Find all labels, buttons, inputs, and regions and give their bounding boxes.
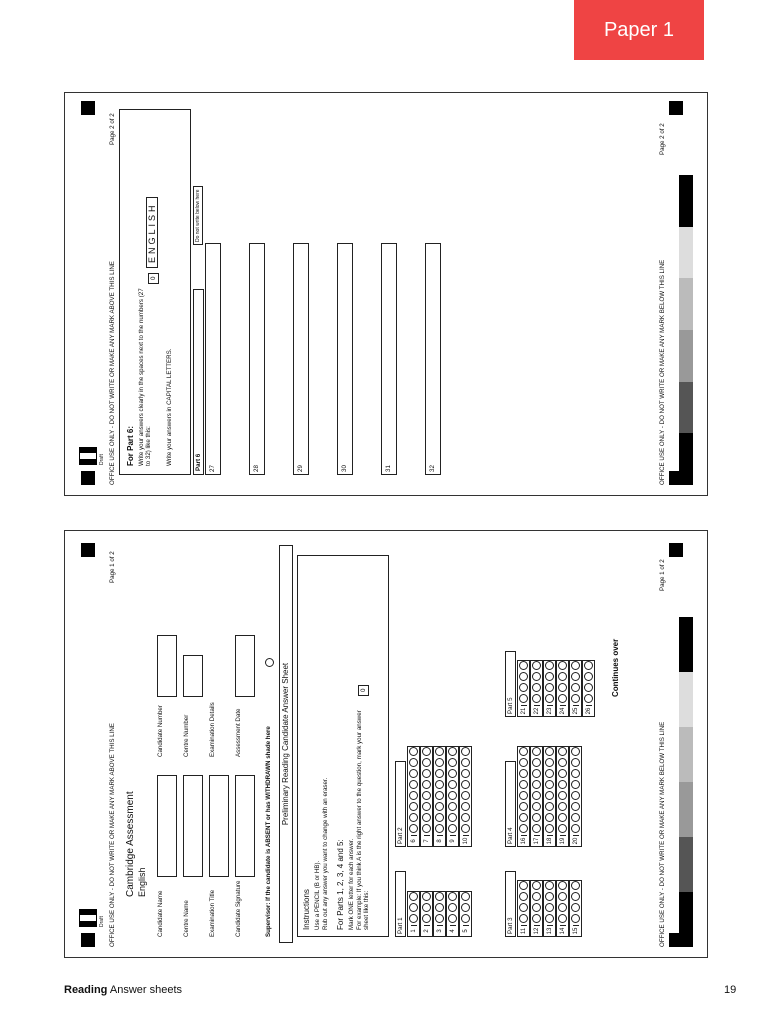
question-number: 20 <box>573 835 579 846</box>
answer-row[interactable] <box>381 243 397 475</box>
answer-row <box>543 746 556 847</box>
answer-bubble[interactable] <box>519 683 528 692</box>
answer-bubble[interactable] <box>422 802 431 811</box>
answer-bubble[interactable] <box>532 780 541 789</box>
answer-bubble[interactable] <box>545 683 554 692</box>
brand-name: Cambridge Assessment <box>125 791 136 897</box>
answer-bubble[interactable] <box>545 824 554 833</box>
answer-bubble[interactable] <box>422 780 431 789</box>
answer-bubble[interactable] <box>435 769 444 778</box>
candidate-name-field[interactable] <box>157 775 177 877</box>
answer-row <box>517 880 530 937</box>
question-number: 7 <box>424 835 430 846</box>
grayscale-strip <box>679 617 693 947</box>
instr-pencil: Use a PENCIL (B or HB). <box>314 860 321 930</box>
answer-row <box>420 746 433 847</box>
part6-title: Part 6 <box>193 289 204 475</box>
answer-bubble[interactable] <box>558 881 567 890</box>
sheet-title: Preliminary Reading Candidate Answer Sheet <box>281 662 290 826</box>
answer-bubble[interactable] <box>571 791 580 800</box>
parts-instr-a: Mark ONE letter for each answer. <box>348 838 355 930</box>
question-number: 14 <box>560 925 566 936</box>
answer-bubble[interactable] <box>409 780 418 789</box>
answer-row <box>433 746 446 847</box>
registration-mark <box>669 543 683 557</box>
answer-bubble[interactable] <box>461 813 470 822</box>
answer-bubble[interactable] <box>532 881 541 890</box>
registration-mark <box>669 101 683 115</box>
question-number: 1 <box>411 925 417 936</box>
answer-bubble[interactable] <box>448 747 457 756</box>
label-exam-details: Examination Details <box>209 702 216 757</box>
question-number: 21 <box>521 705 527 716</box>
answer-bubble[interactable] <box>558 914 567 923</box>
question-number: 2 <box>424 925 430 936</box>
answer-bubble[interactable] <box>461 758 470 767</box>
answer-row <box>517 746 530 847</box>
answer-bubble[interactable] <box>409 892 418 901</box>
registration-mark <box>81 933 95 947</box>
parts-title: For Parts 1, 2, 3, 4 and 5: <box>336 839 345 930</box>
answer-bubble[interactable] <box>448 813 457 822</box>
page-number-top: Page 1 of 2 <box>109 551 116 583</box>
answer-row <box>420 891 433 937</box>
answer-sheet-page-2 <box>64 92 708 496</box>
question-number: 17 <box>534 835 540 846</box>
answer-row[interactable] <box>249 243 265 475</box>
footer-page-number: 19 <box>724 984 737 996</box>
answer-bubble[interactable] <box>532 824 541 833</box>
instructions-box <box>297 555 389 937</box>
answer-bubble[interactable] <box>519 672 528 681</box>
assessment-date-field[interactable] <box>235 635 255 697</box>
answer-bubble[interactable] <box>532 672 541 681</box>
sheet1-rotated-content <box>65 531 707 957</box>
registration-mark <box>81 471 95 485</box>
answer-bubble[interactable] <box>461 769 470 778</box>
answer-row <box>459 746 472 847</box>
answer-bubble[interactable] <box>558 747 567 756</box>
answer-bubble[interactable] <box>435 824 444 833</box>
question-number: 15 <box>573 925 579 936</box>
answer-bubble[interactable] <box>532 683 541 692</box>
part6-instructions-box <box>119 109 191 475</box>
question-number: 19 <box>560 835 566 846</box>
answer-row <box>543 660 556 717</box>
answer-bubble[interactable] <box>448 758 457 767</box>
answer-bubble[interactable] <box>545 672 554 681</box>
answer-bubble[interactable] <box>448 903 457 912</box>
answer-bubble[interactable] <box>519 661 528 670</box>
for-part-heading: For Part 6: <box>126 425 135 466</box>
sheet-title-bar <box>279 545 293 943</box>
do-not-write-label: Do not write below here <box>193 186 203 245</box>
answer-bubble[interactable] <box>422 914 431 923</box>
exam-title-field[interactable] <box>209 775 229 877</box>
footer <box>64 984 182 996</box>
label-candidate-name: Candidate Name <box>157 890 164 937</box>
centre-number-field[interactable] <box>183 655 203 697</box>
answer-bubble[interactable] <box>558 758 567 767</box>
row-number: 29 <box>297 465 304 472</box>
answer-bubble[interactable] <box>448 780 457 789</box>
answer-bubble[interactable] <box>571 824 580 833</box>
brand-sub: English <box>137 867 147 897</box>
instructions-capitals: Write your answers in CAPITAL LETTERS. <box>166 348 173 466</box>
candidate-number-field[interactable] <box>157 635 177 697</box>
answer-row <box>446 891 459 937</box>
sheet2-rotated-content <box>65 93 707 495</box>
answer-bubble[interactable] <box>571 881 580 890</box>
answer-bubble[interactable] <box>435 791 444 800</box>
answer-bubble[interactable] <box>545 758 554 767</box>
answer-bubble[interactable] <box>545 903 554 912</box>
answer-bubble[interactable] <box>545 881 554 890</box>
answer-bubble[interactable] <box>584 683 593 692</box>
answer-bubble[interactable] <box>422 813 431 822</box>
answer-bubble[interactable] <box>584 661 593 670</box>
label-assessment-date: Assessment Date <box>235 708 242 757</box>
answer-bubble[interactable] <box>571 914 580 923</box>
answer-bubble[interactable] <box>519 903 528 912</box>
answer-bubble[interactable] <box>448 892 457 901</box>
answer-sheet-page-1 <box>64 530 708 958</box>
answer-bubble[interactable] <box>519 747 528 756</box>
row-number: 30 <box>341 465 348 472</box>
answer-row <box>446 746 459 847</box>
answer-bubble[interactable] <box>519 881 528 890</box>
answer-bubble[interactable] <box>519 914 528 923</box>
office-use-top: OFFICE USE ONLY - DO NOT WRITE OR MAKE ANY MARK ABOVE THIS LINE <box>109 261 116 485</box>
answer-bubble[interactable] <box>461 780 470 789</box>
answer-row <box>569 880 582 937</box>
answer-bubble[interactable] <box>571 802 580 811</box>
answer-bubble[interactable] <box>558 903 567 912</box>
part1-title: Part 1 <box>395 871 406 937</box>
question-number: 13 <box>547 925 553 936</box>
answer-row <box>543 880 556 937</box>
row-number: 28 <box>253 465 260 472</box>
supervisor-note: Supervisor: If the candidate is ABSENT or has WITHDRAWN shade here <box>265 726 272 937</box>
footer-sub: Answer sheets <box>109 984 183 996</box>
answer-bubble[interactable] <box>558 802 567 811</box>
continues-over: Continues over <box>611 638 620 697</box>
footer-section: Reading <box>64 984 108 996</box>
question-number: 10 <box>463 835 469 846</box>
answer-bubble[interactable] <box>545 747 554 756</box>
answer-row <box>530 746 543 847</box>
answer-bubble[interactable] <box>558 780 567 789</box>
answer-bubble[interactable] <box>532 802 541 811</box>
answer-row[interactable] <box>293 243 309 475</box>
answer-row <box>407 746 420 847</box>
question-number: 11 <box>521 925 527 936</box>
answer-bubble[interactable] <box>545 914 554 923</box>
question-number: 23 <box>547 705 553 716</box>
office-use-top: OFFICE USE ONLY - DO NOT WRITE OR MAKE ANY MARK ABOVE THIS LINE <box>109 723 116 947</box>
answer-row <box>433 891 446 937</box>
question-number: 4 <box>450 925 456 936</box>
answer-bubble[interactable] <box>409 747 418 756</box>
answer-bubble[interactable] <box>435 780 444 789</box>
answer-bubble[interactable] <box>448 824 457 833</box>
answer-bubble[interactable] <box>545 791 554 800</box>
row-number: 32 <box>429 465 436 472</box>
answer-bubble[interactable] <box>448 802 457 811</box>
instructions-title: Instructions <box>302 889 311 930</box>
answer-bubble[interactable] <box>571 780 580 789</box>
answer-bubble[interactable] <box>545 802 554 811</box>
answer-bubble[interactable] <box>545 661 554 670</box>
answer-bubble[interactable] <box>532 892 541 901</box>
grayscale-strip <box>679 175 693 485</box>
page-number-bottom: Page 2 of 2 <box>659 123 666 155</box>
answer-bubble[interactable] <box>409 914 418 923</box>
answer-bubble[interactable] <box>571 694 580 703</box>
question-number: 26 <box>586 705 592 716</box>
answer-bubble[interactable] <box>545 694 554 703</box>
answer-bubble[interactable] <box>409 813 418 822</box>
answer-bubble[interactable] <box>435 892 444 901</box>
answer-bubble[interactable] <box>545 892 554 901</box>
answer-bubble[interactable] <box>558 791 567 800</box>
answer-row <box>582 660 595 717</box>
answer-bubble[interactable] <box>532 758 541 767</box>
answer-bubble[interactable] <box>545 813 554 822</box>
answer-bubble[interactable] <box>532 903 541 912</box>
question-number: 3 <box>437 925 443 936</box>
answer-row <box>556 660 569 717</box>
instructions-text: Write your answers clearly in the spaces next to the numbers (27 to 32) like this: <box>138 288 152 466</box>
answer-bubble[interactable] <box>571 747 580 756</box>
page-number-bottom: Page 1 of 2 <box>659 559 666 591</box>
question-number: 24 <box>560 705 566 716</box>
answer-bubble[interactable] <box>409 791 418 800</box>
answer-bubble[interactable] <box>422 747 431 756</box>
answer-bubble[interactable] <box>558 683 567 692</box>
question-number: 12 <box>534 925 540 936</box>
answer-bubble[interactable] <box>571 672 580 681</box>
answer-bubble[interactable] <box>558 892 567 901</box>
answer-bubble[interactable] <box>519 694 528 703</box>
answer-row <box>459 891 472 937</box>
instr-eraser: Rub out any answer you want to change with an eraser. <box>322 777 329 930</box>
answer-bubble[interactable] <box>461 791 470 800</box>
answer-row[interactable] <box>425 243 441 475</box>
answer-bubble[interactable] <box>461 747 470 756</box>
office-use-bottom: OFFICE USE ONLY - DO NOT WRITE OR MAKE ANY MARK BELOW THIS LINE <box>659 721 666 947</box>
row-number: 31 <box>385 465 392 472</box>
example-number: 0 <box>358 685 369 696</box>
answer-bubble[interactable] <box>545 780 554 789</box>
answer-bubble[interactable] <box>571 683 580 692</box>
question-number: 5 <box>463 925 469 936</box>
answer-bubble[interactable] <box>409 802 418 811</box>
question-number: 9 <box>450 835 456 846</box>
qr-code-icon <box>79 909 97 927</box>
row-number: 27 <box>209 465 216 472</box>
label-exam-title: Examination Title <box>209 889 216 937</box>
answer-bubble[interactable] <box>435 914 444 923</box>
answer-bubble[interactable] <box>519 802 528 811</box>
answer-row <box>530 880 543 937</box>
answer-bubble[interactable] <box>519 813 528 822</box>
answer-bubble[interactable] <box>571 903 580 912</box>
part4-title: Part 4 <box>505 761 516 847</box>
answer-bubble[interactable] <box>558 672 567 681</box>
answer-bubble[interactable] <box>422 903 431 912</box>
answer-row[interactable] <box>337 243 353 475</box>
answer-bubble[interactable] <box>584 672 593 681</box>
answer-bubble[interactable] <box>532 791 541 800</box>
answer-bubble[interactable] <box>532 694 541 703</box>
answer-bubble[interactable] <box>519 791 528 800</box>
label-centre-number: Centre Number <box>183 714 190 757</box>
paper-tab: Paper 1 <box>574 0 704 60</box>
answer-bubble[interactable] <box>545 769 554 778</box>
answer-row <box>569 660 582 717</box>
answer-bubble[interactable] <box>461 892 470 901</box>
answer-row <box>556 880 569 937</box>
answer-bubble[interactable] <box>461 824 470 833</box>
question-number: 8 <box>437 835 443 846</box>
answer-bubble[interactable] <box>519 758 528 767</box>
answer-bubble[interactable] <box>532 813 541 822</box>
answer-bubble[interactable] <box>448 769 457 778</box>
answer-bubble[interactable] <box>461 903 470 912</box>
answer-bubble[interactable] <box>571 758 580 767</box>
answer-bubble[interactable] <box>409 824 418 833</box>
question-number: 16 <box>521 835 527 846</box>
answer-bubble[interactable] <box>532 914 541 923</box>
answer-bubble[interactable] <box>422 769 431 778</box>
answer-bubble[interactable] <box>558 694 567 703</box>
answer-bubble[interactable] <box>422 791 431 800</box>
answer-row <box>517 660 530 717</box>
part5-title: Part 5 <box>505 651 516 717</box>
answer-bubble[interactable] <box>532 661 541 670</box>
answer-bubble[interactable] <box>422 892 431 901</box>
example-number: 0 <box>148 273 159 284</box>
question-number: 22 <box>534 705 540 716</box>
label-candidate-signature: Candidate Signature <box>235 880 242 937</box>
answer-bubble[interactable] <box>558 661 567 670</box>
question-number: 6 <box>411 835 417 846</box>
answer-bubble[interactable] <box>532 747 541 756</box>
registration-mark <box>81 101 95 115</box>
draft-label: Draft <box>99 916 105 927</box>
answer-row <box>530 660 543 717</box>
label-centre-name: Centre Name <box>183 900 190 937</box>
answer-bubble[interactable] <box>422 824 431 833</box>
qr-code-icon <box>79 447 97 465</box>
part2-title: Part 2 <box>395 761 406 847</box>
answer-bubble[interactable] <box>532 769 541 778</box>
answer-bubble[interactable] <box>571 661 580 670</box>
answer-bubble[interactable] <box>422 758 431 767</box>
answer-bubble[interactable] <box>558 824 567 833</box>
draft-label: Draft <box>99 454 105 465</box>
answer-bubble[interactable] <box>461 914 470 923</box>
answer-bubble[interactable] <box>519 780 528 789</box>
parts-instr-b: For example: If you think A is the right answer to the question, mark your answer sheet like this: <box>356 710 370 930</box>
answer-bubble[interactable] <box>571 813 580 822</box>
office-use-bottom: OFFICE USE ONLY - DO NOT WRITE OR MAKE ANY MARK BELOW THIS LINE <box>659 259 666 485</box>
answer-bubble[interactable] <box>558 769 567 778</box>
answer-bubble[interactable] <box>435 813 444 822</box>
question-number: 18 <box>547 835 553 846</box>
answer-bubble[interactable] <box>448 914 457 923</box>
label-candidate-number: Candidate Number <box>157 705 164 757</box>
answer-row <box>407 891 420 937</box>
part3-title: Part 3 <box>505 871 516 937</box>
registration-mark <box>81 543 95 557</box>
absent-bubble[interactable] <box>265 658 274 667</box>
page-number-top: Page 2 of 2 <box>109 113 116 145</box>
answer-bubble[interactable] <box>435 903 444 912</box>
answer-bubble[interactable] <box>461 802 470 811</box>
answer-bubble[interactable] <box>409 758 418 767</box>
question-number: 25 <box>573 705 579 716</box>
answer-row <box>556 746 569 847</box>
answer-bubble[interactable] <box>519 824 528 833</box>
centre-name-field[interactable] <box>183 775 203 877</box>
answer-bubble[interactable] <box>571 769 580 778</box>
answer-bubble[interactable] <box>519 769 528 778</box>
example-word: ENGLISH <box>146 197 158 268</box>
answer-bubble[interactable] <box>409 903 418 912</box>
answer-bubble[interactable] <box>435 758 444 767</box>
answer-row <box>569 746 582 847</box>
answer-bubble[interactable] <box>435 802 444 811</box>
answer-row[interactable] <box>205 243 221 475</box>
answer-bubble[interactable] <box>448 791 457 800</box>
answer-bubble[interactable] <box>558 813 567 822</box>
answer-bubble[interactable] <box>584 694 593 703</box>
signature-field[interactable] <box>235 775 255 877</box>
answer-bubble[interactable] <box>435 747 444 756</box>
answer-bubble[interactable] <box>519 892 528 901</box>
answer-bubble[interactable] <box>409 769 418 778</box>
answer-bubble[interactable] <box>571 892 580 901</box>
